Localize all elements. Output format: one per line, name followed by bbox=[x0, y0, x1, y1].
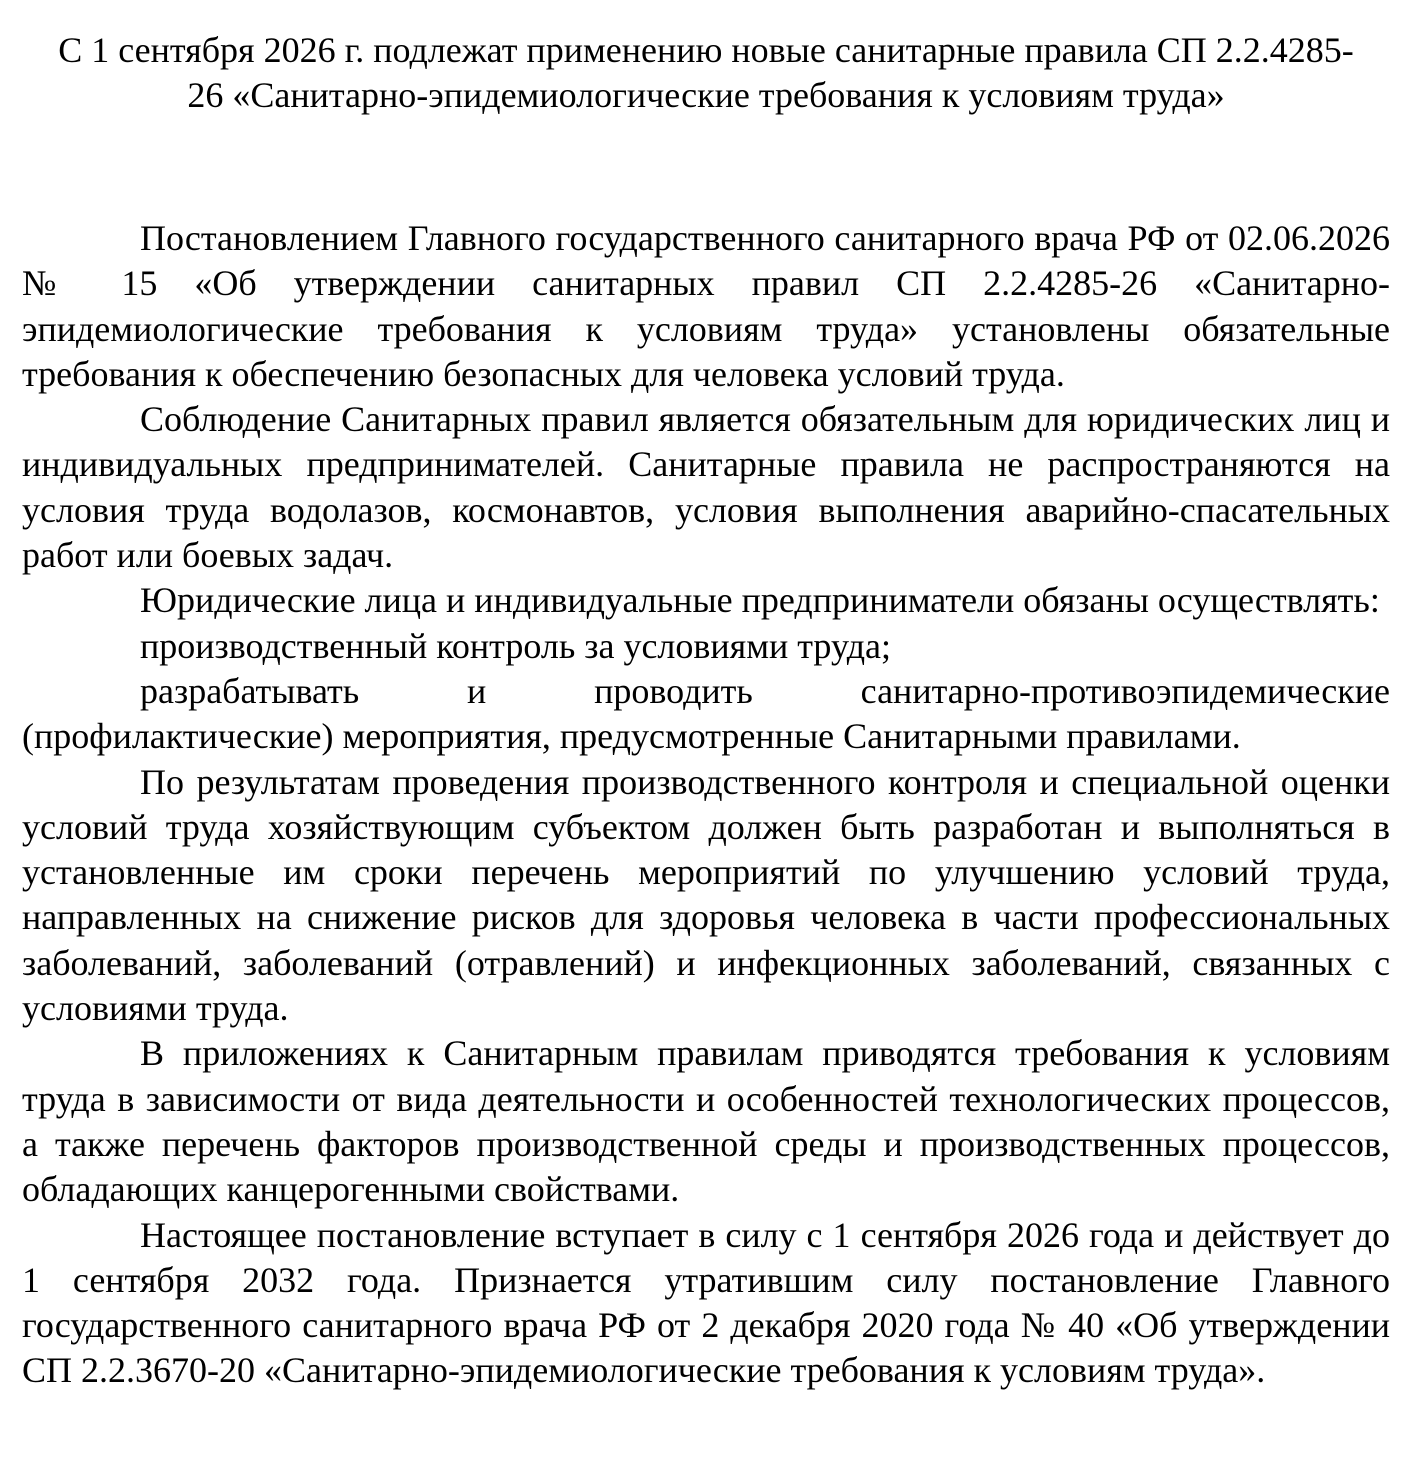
document-title: С 1 сентября 2026 г. подлежат применению новые санитарные правила СП 2.2.4285-26 «Санитарно-эпидемиологические требования к условиям труда» bbox=[58, 30, 1354, 115]
document-body bbox=[22, 216, 1390, 1394]
paragraph-results: По результатам проведения производственного контроля и специальной оценки условий труда хозяйствующим субъектом должен быть разработан и выполняться в установленные им сроки перечень мероприятий по улучшению условий труда, направленных на снижение рисков для здоровья человека в части профессиональных заболеваний, заболеваний (отравлений) и инфекционных заболеваний, связанных с условиями труда. bbox=[22, 761, 1390, 1029]
paragraph-scope: Соблюдение Санитарных правил является обязательным для юридических лиц и индивидуальных предпринимателей. Санитарные правила не распространяются на условия труда водолазов, космонавтов, условия выполнения аварийно-спасательных работ или боевых задач. bbox=[22, 399, 1390, 576]
paragraph-appendices: В приложениях к Санитарным правилам приводятся требования к условиям труда в зависимости от вида деятельности и особенностей технологических процессов, а также перечень факторов производственной среды и производственных процессов, обладающих канцерогенными свойствами. bbox=[22, 1033, 1390, 1210]
paragraph-list-item-control: производственный контроль за условиями труда; bbox=[140, 625, 891, 666]
paragraph-obligations: Юридические лица и индивидуальные предприниматели обязаны осуществлять: bbox=[140, 580, 1380, 621]
paragraph-resolution: Постановлением Главного государственного санитарного врача РФ от 02.06.2026 № 15 «Об утверждении санитарных правил СП 2.2.4285-26 «Санитарно-эпидемиологические требования к условиям труда» установлены обязательные требования к обеспечению безопасных для человека условий труда. bbox=[22, 218, 1390, 394]
paragraph-list-item-measures: разрабатывать и проводить санитарно-противоэпидемические (профилактические) мероприятия, предусмотренные Санитарными правилами. bbox=[22, 670, 1390, 757]
paragraph-effective-date: Настоящее постановление вступает в силу с 1 сентября 2026 года и действует до 1 сентября 2032 года. Признается утратившим силу постановление Главного государственного санитарного врача РФ от 2 декабря 2020 года № 40 «Об утверждении СП 2.2.3670-20 «Санитарно-эпидемиологические требования к условиям труда». bbox=[22, 1214, 1390, 1391]
